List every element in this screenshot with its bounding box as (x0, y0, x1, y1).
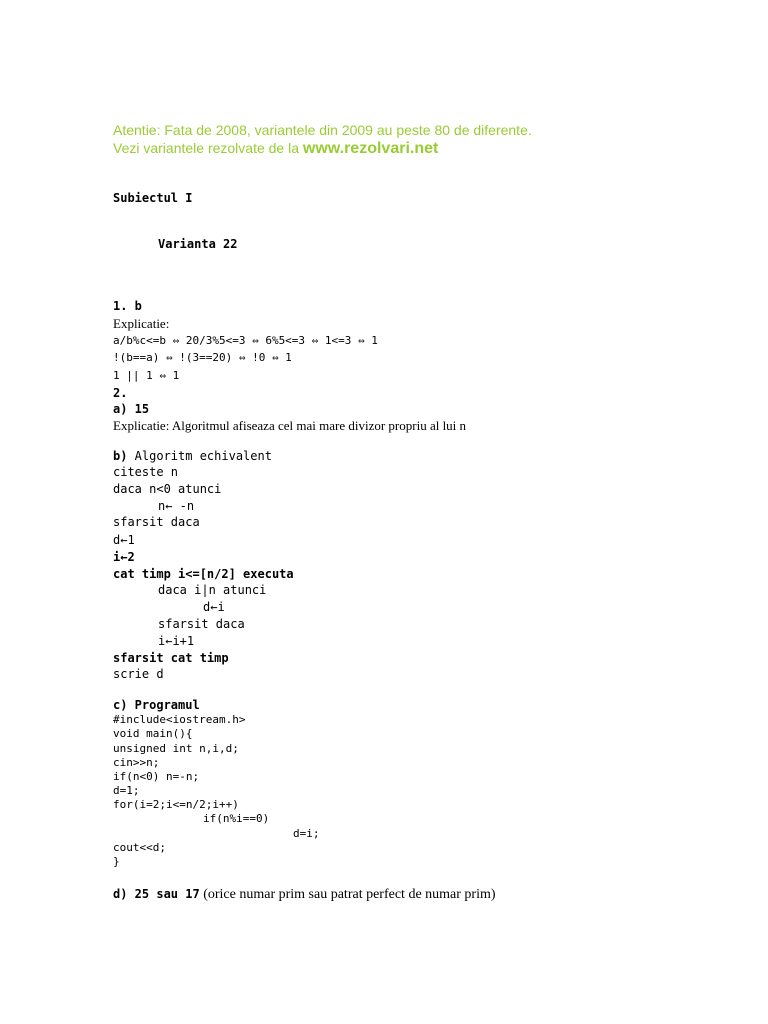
algorithm-line: d←i (203, 600, 225, 614)
q2d-answer (113, 886, 496, 902)
q2b-heading (113, 450, 272, 462)
algorithm-line: daca i|n atunci (158, 583, 267, 597)
q1-line-3: 1 || 1 ⇔ 1 (113, 369, 180, 382)
q1-explanation-label: Explicatie: (113, 316, 170, 331)
program-line: for(i=2;i<=n/2;i++) (113, 798, 239, 811)
q2-number: 2. (113, 386, 128, 400)
notice-prefix: Vezi variantele rezolvate de la (113, 140, 303, 156)
program-line: d=i; (293, 827, 320, 840)
variant-title: Varianta 22 (158, 237, 238, 251)
algorithm-line: i←2 (113, 550, 135, 564)
algorithm-line: scrie d (113, 667, 164, 681)
program-line: cout<<d; (113, 841, 166, 854)
subject-title: Subiectul I (113, 191, 193, 205)
q2a-label: a) 15 (113, 402, 150, 416)
program-line: cin>>n; (113, 756, 160, 769)
program-line: #include<iostream.h> (113, 713, 246, 726)
program-line: if(n<0) n=-n; (113, 770, 200, 783)
program-line: } (113, 855, 120, 868)
q2b-label: b) (113, 449, 128, 463)
program-line: unsigned int n,i,d; (113, 742, 239, 755)
q2b-title: Algoritm echivalent (127, 449, 272, 463)
q2a-explanation: Explicatie: Algoritmul afiseaza cel mai mare divizor propriu al lui n (113, 418, 467, 433)
notice-line-2 (113, 141, 438, 157)
algorithm-line: n← -n (158, 499, 195, 513)
site-link[interactable]: www.rezolvari.net (302, 140, 439, 157)
notice-line-1: Atentie: Fata de 2008, variantele din 2009 au peste 80 de diferente. (113, 122, 532, 138)
q2d-note: (orice numar prim sau patrat perfect de numar prim) (199, 887, 496, 902)
algorithm-line: sfarsit daca (113, 515, 200, 529)
q1-line-2: !(b==a) ⇔ !(3==20) ⇔ !0 ⇔ 1 (113, 351, 292, 364)
q2d-label: d) 25 sau 17 (113, 887, 200, 901)
algorithm-line: d←1 (113, 533, 135, 547)
program-line: d=1; (113, 784, 140, 797)
algorithm-line: cat timp i<=[n/2] executa (113, 567, 294, 581)
program-line: if(n%i==0) (203, 812, 270, 825)
q1-line-1: a/b%c<=b ⇔ 20/3%5<=3 ⇔ 6%5<=3 ⇔ 1<=3 ⇔ 1 (113, 334, 378, 347)
algorithm-line: sfarsit daca (158, 617, 245, 631)
algorithm-line: citeste n (113, 465, 179, 479)
algorithm-line: daca n<0 atunci (113, 482, 222, 496)
q1-answer: 1. b (113, 299, 142, 313)
q2c-label: c) Programul (113, 698, 200, 712)
program-line: void main(){ (113, 727, 193, 740)
algorithm-line: i←i+1 (158, 634, 195, 648)
algorithm-line: sfarsit cat timp (113, 651, 229, 665)
